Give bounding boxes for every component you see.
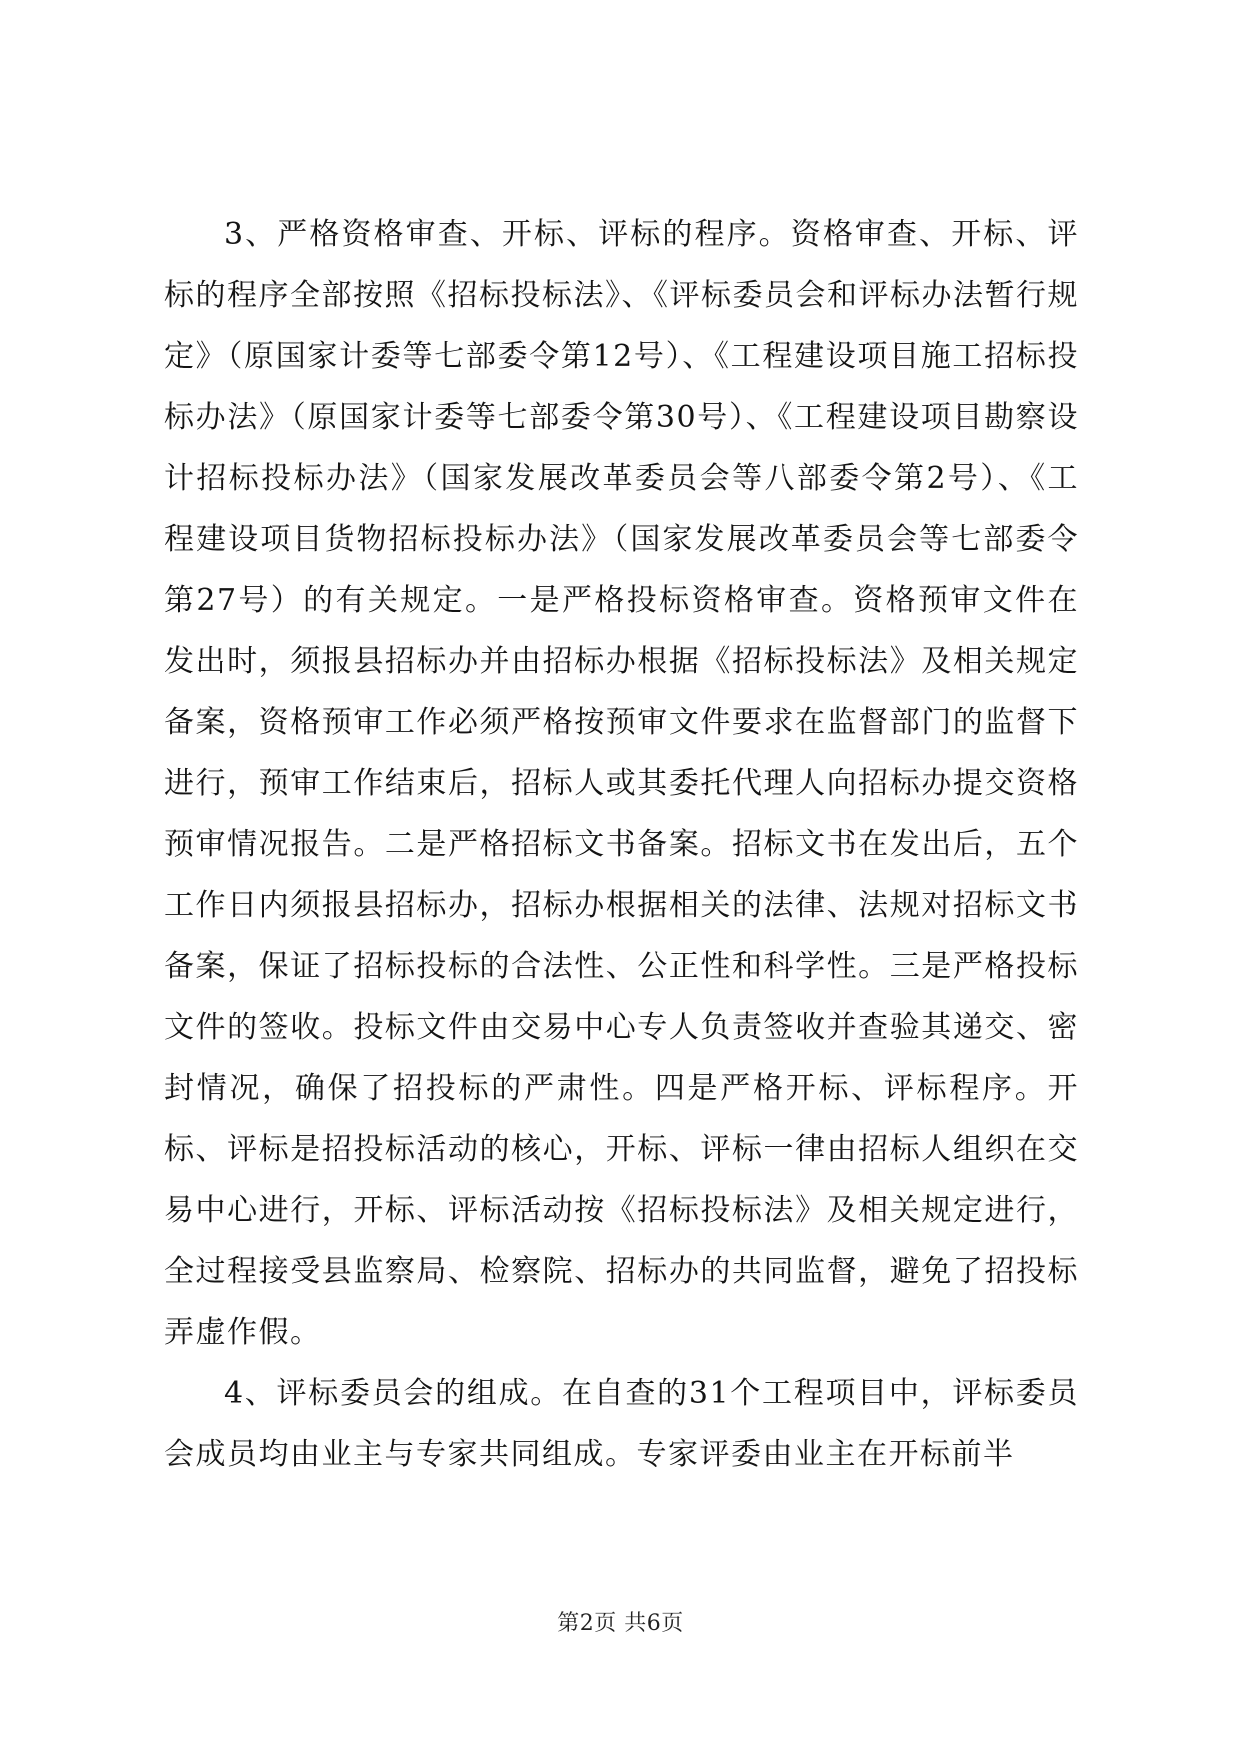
paragraph-section-3: 3、严格资格审查、开标、评标的程序。资格审查、开标、评标的程序全部按照《招标投标法》、《评标委员会和评标办法暂行规定》（原国家计委等七部委令第12号）、《工程建设项目施工招标投标办法》（原国家计委等七部委令第30号）、《工程建设项目勘察设计招标投标办法》（国家发展改革委员会等八部委令第2号）、《工程建设项目货物招标投标办法》（国家发展改革委员会等七部委令第27号）的有关规定。一是严格投标资格审查。资格预审文件在发出时，须报县招标办并由招标办根据《招标投标法》及相关规定备案，资格预审工作必须严格按预审文件要求在监督部门的监督下进行，预审工作结束后，招标人或其委托代理人向招标办提交资格预审情况报告。二是严格招标文书备案。招标文书在发出后，五个工作日内须报县招标办，招标办根据相关的法律、法规对招标文书备案，保证了招标投标的合法性、公正性和科学性。三是严格投标文件的签收。投标文件由交易中心专人负责签收并查验其递交、密封情况，确保了招投标的严肃性。四是严格开标、评标程序。开标、评标是招投标活动的核心，开标、评标一律由招标人组织在交易中心进行，开标、评标活动按《招标投标法》及相关规定进行，全过程接受县监察局、检察院、招标办的共同监督，避免了招投标弄虚作假。 [164,217,1079,1350]
document-body [164,204,1079,1485]
paragraph-section-4: 4、评标委员会的组成。在自查的31个工程项目中，评标委员会成员均由业主与专家共同组成。专家评委由业主在开标前半 [164,1376,1079,1472]
page-footer: 第2页 共6页 [557,1611,684,1636]
